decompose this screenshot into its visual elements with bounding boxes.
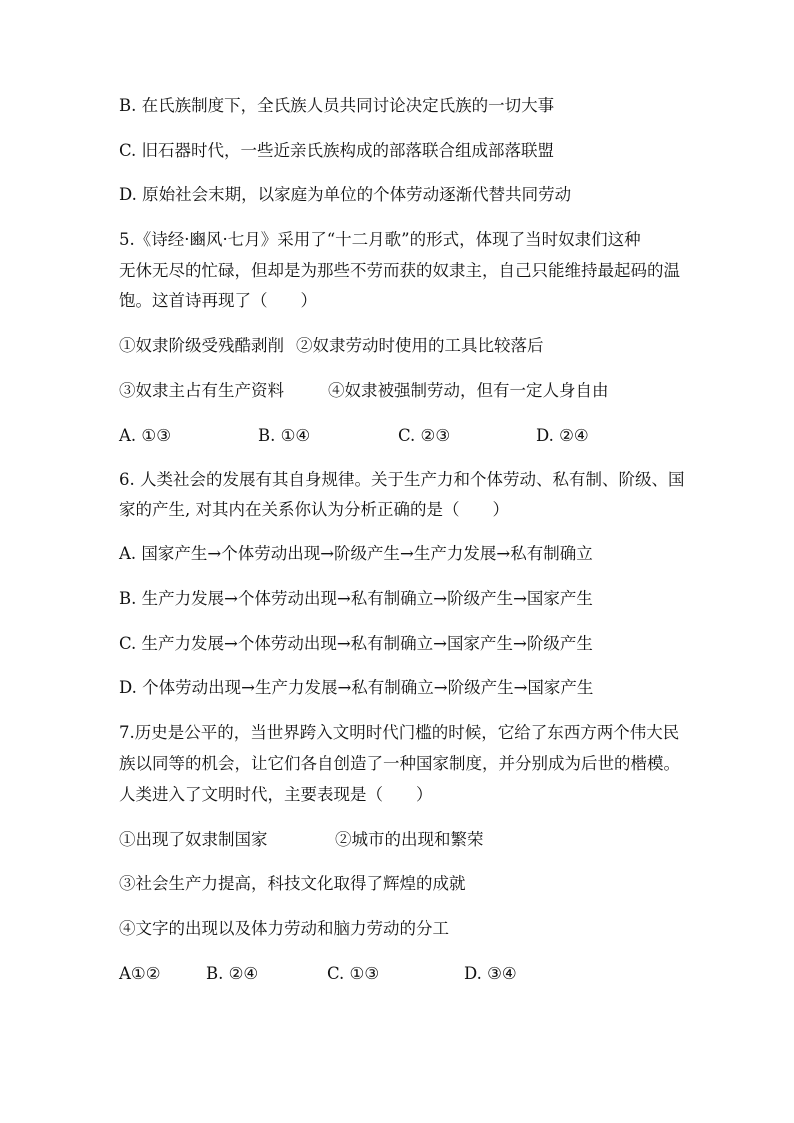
q7-option-b: B. ②④ [206,964,259,983]
q6-stem-line-2: 家的产生, 对其内在关系你认为分析正确的是（ ） [119,500,509,519]
q5-option-b: B. ①④ [258,426,311,445]
q7-stem-line-3: 人类进入了文明时代，主要表现是（ ） [119,785,433,804]
q7-option-a: A①② [119,964,161,983]
q5-item-1: ①奴隶阶级受残酷剥削 [119,336,284,355]
q5-stem-line-1: 5.《诗经·豳风·七月》采用了“十二月歌”的形式，体现了当时奴隶们这种 [119,230,641,249]
q5-item-2: ②奴隶劳动时使用的工具比较落后 [296,336,544,355]
q5-stem-line-3: 饱。这首诗再现了（ ） [119,291,317,310]
q7-stem-line-1: 7.历史是公平的，当世界跨入文明时代门槛的时候，它给了东西方两个伟大民 [119,723,680,742]
q7-option-d: D. ③④ [464,964,517,983]
q5-option-a: A. ①③ [119,426,171,445]
q4-option-c: C. 旧石器时代，一些近亲氏族构成的部落联合组成部落联盟 [119,141,555,160]
q6-option-d: D. 个体劳动出现→生产力发展→私有制确立→阶级产生→国家产生 [119,678,594,697]
q5-stem-line-2: 无休无尽的忙碌，但却是为那些不劳而获的奴隶主，自己只能维持最起码的温 [119,261,680,280]
q6-option-a: A. 国家产生→个体劳动出现→阶级产生→生产力发展→私有制确立 [119,544,593,563]
q7-item-4: ④文字的出现以及体力劳动和脑力劳动的分工 [119,919,449,938]
q7-item-2: ②城市的出现和繁荣 [335,830,484,849]
q6-option-c: C. 生产力发展→个体劳动出现→私有制确立→国家产生→阶级产生 [119,634,593,653]
q5-item-3: ③奴隶主占有生产资料 [119,381,284,400]
q6-stem-line-1: 6. 人类社会的发展有其自身规律。关于生产力和个体劳动、私有制、阶级、国 [119,470,685,489]
q7-item-3: ③社会生产力提高，科技文化取得了辉煌的成就 [119,874,466,893]
q4-option-b: B. 在氏族制度下，全氏族人员共同讨论决定氏族的一切大事 [119,96,555,115]
q5-option-d: D. ②④ [536,426,589,445]
q7-item-1: ①出现了奴隶制国家 [119,830,268,849]
q7-option-c: C. ①③ [327,964,380,983]
q4-option-d: D. 原始社会末期，以家庭为单位的个体劳动逐渐代替共同劳动 [119,185,572,204]
q5-item-4: ④奴隶被强制劳动，但有一定人身自由 [328,381,609,400]
q7-stem-line-2: 族以同等的机会，让它们各自创造了一种国家制度，并分别成为后世的楷模。 [119,754,680,773]
q6-option-b: B. 生产力发展→个体劳动出现→私有制确立→阶级产生→国家产生 [119,589,593,608]
q5-option-c: C. ②③ [398,426,451,445]
